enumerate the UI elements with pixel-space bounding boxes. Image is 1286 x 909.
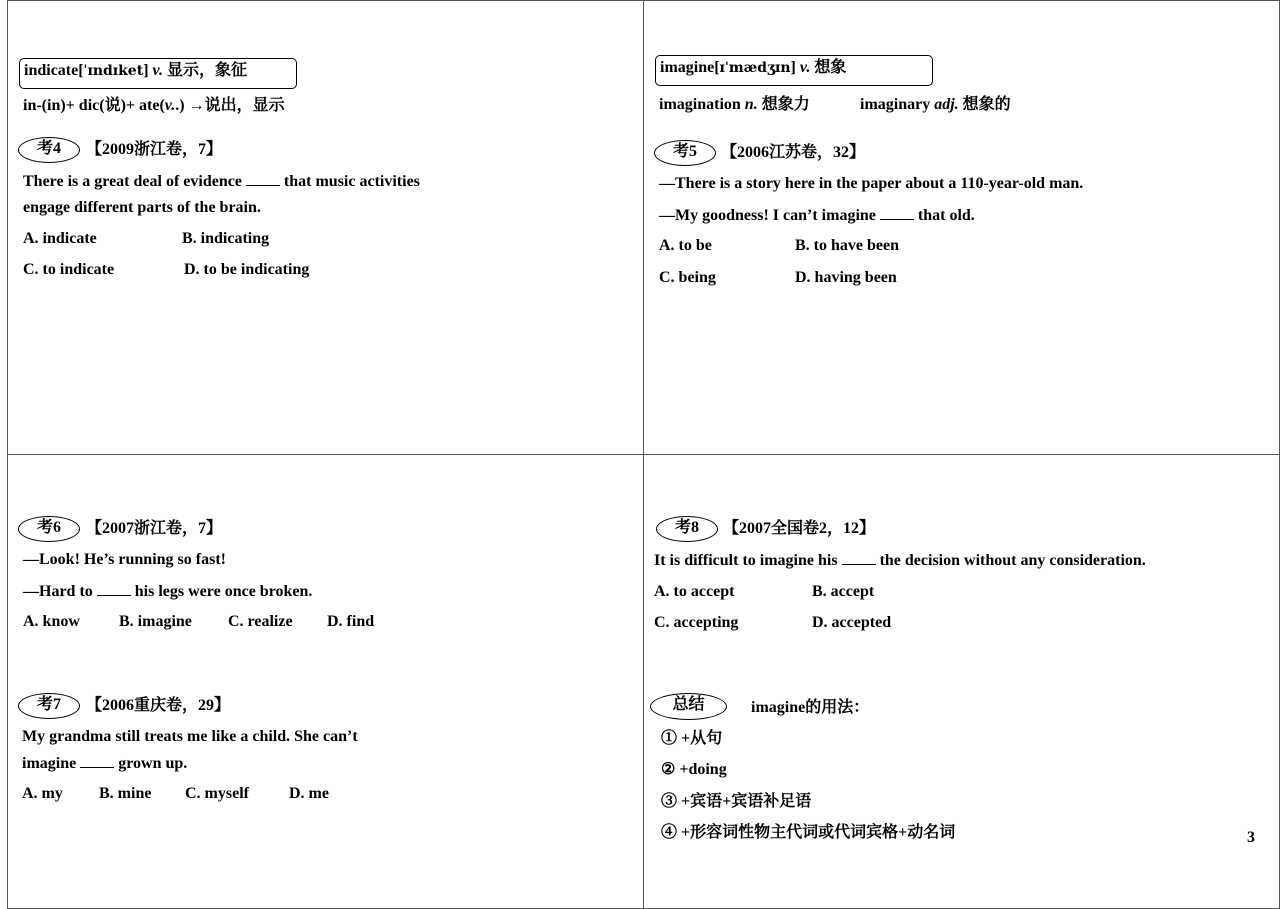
option-d: D. accepted xyxy=(812,614,892,631)
related-word-2: imaginary adj. 想象的 xyxy=(860,96,1011,113)
question-source: 【2006江苏卷，32】 xyxy=(721,144,866,161)
option-a: A. know xyxy=(23,613,80,630)
option-d: D. find xyxy=(327,613,375,630)
related-word-1: imagination n. 想象力 xyxy=(659,96,810,113)
question-source: 【2007浙江卷，7】 xyxy=(86,520,223,537)
option-d: D. me xyxy=(289,785,329,802)
option-a: A. my xyxy=(22,785,63,802)
summary-item-1: ① +从句 xyxy=(661,730,723,747)
etymology-line: in-(in)+ dic(说)+ ate(v..) →说出，显示 xyxy=(23,97,285,114)
summary-item-3: ③ +宾语+宾语补足语 xyxy=(661,793,812,810)
word-box-indicate: indicate[ˈɪndɪket] v. 显示，象征 xyxy=(19,58,297,89)
option-c: C. to indicate xyxy=(23,261,115,278)
summary-item-4: ④ +形容词性物主代词或代词宾格+动名词 xyxy=(661,824,956,841)
answer-blank xyxy=(842,550,876,565)
horizontal-divider xyxy=(7,454,1280,455)
question-text-line1: It is difficult to imagine his the decision without any consideration. xyxy=(654,552,1146,569)
question-text-line1: —Look! He’s running so fast! xyxy=(23,551,226,568)
word-box-imagine: imagine[ɪˈmædʒɪn] v. 想象 xyxy=(655,55,933,86)
option-b: B. to have been xyxy=(795,237,899,254)
question-text-line2: —My goodness! I can’t imagine that old. xyxy=(659,207,975,224)
answer-blank xyxy=(246,171,280,186)
answer-blank xyxy=(80,753,114,768)
question-tag-6: 考6 xyxy=(18,516,80,542)
option-a: A. to be xyxy=(659,237,712,254)
option-c: C. accepting xyxy=(654,614,739,631)
question-text-line2: engage different parts of the brain. xyxy=(23,199,261,216)
summary-title: imagine的用法： xyxy=(751,699,870,716)
option-c: C. realize xyxy=(228,613,293,630)
option-b: B. accept xyxy=(812,583,875,600)
answer-blank xyxy=(880,205,914,220)
page-number: 3 xyxy=(1247,829,1255,846)
option-d: D. to be indicating xyxy=(184,261,310,278)
summary-item-2: ② +doing xyxy=(661,761,727,778)
question-source: 【2007全国卷2，12】 xyxy=(723,520,876,537)
option-d: D. having been xyxy=(795,269,897,286)
question-source: 【2009浙江卷，7】 xyxy=(86,141,223,158)
question-tag-7: 考7 xyxy=(18,693,80,719)
question-text-line1: —There is a story here in the paper about a 110-year-old man. xyxy=(659,175,1084,192)
option-b: B. mine xyxy=(99,785,152,802)
question-tag-8: 考8 xyxy=(656,516,718,542)
question-text-line1: There is a great deal of evidence that music activities xyxy=(23,173,420,190)
answer-blank xyxy=(97,581,131,596)
question-tag-4: 考4 xyxy=(18,137,80,163)
question-source: 【2006重庆卷，29】 xyxy=(86,697,231,714)
question-text-line1: My grandma still treats me like a child. She can’t xyxy=(22,728,358,745)
question-text-line2: imagine grown up. xyxy=(22,755,188,772)
option-a: A. indicate xyxy=(23,230,97,247)
summary-tag: 总结 xyxy=(650,693,727,720)
option-c: C. being xyxy=(659,269,716,286)
question-text-line2: —Hard to his legs were once broken. xyxy=(23,583,313,600)
option-b: B. indicating xyxy=(182,230,270,247)
option-c: C. myself xyxy=(185,785,249,802)
question-tag-5: 考5 xyxy=(654,140,716,166)
option-b: B. imagine xyxy=(119,613,192,630)
option-a: A. to accept xyxy=(654,583,735,600)
